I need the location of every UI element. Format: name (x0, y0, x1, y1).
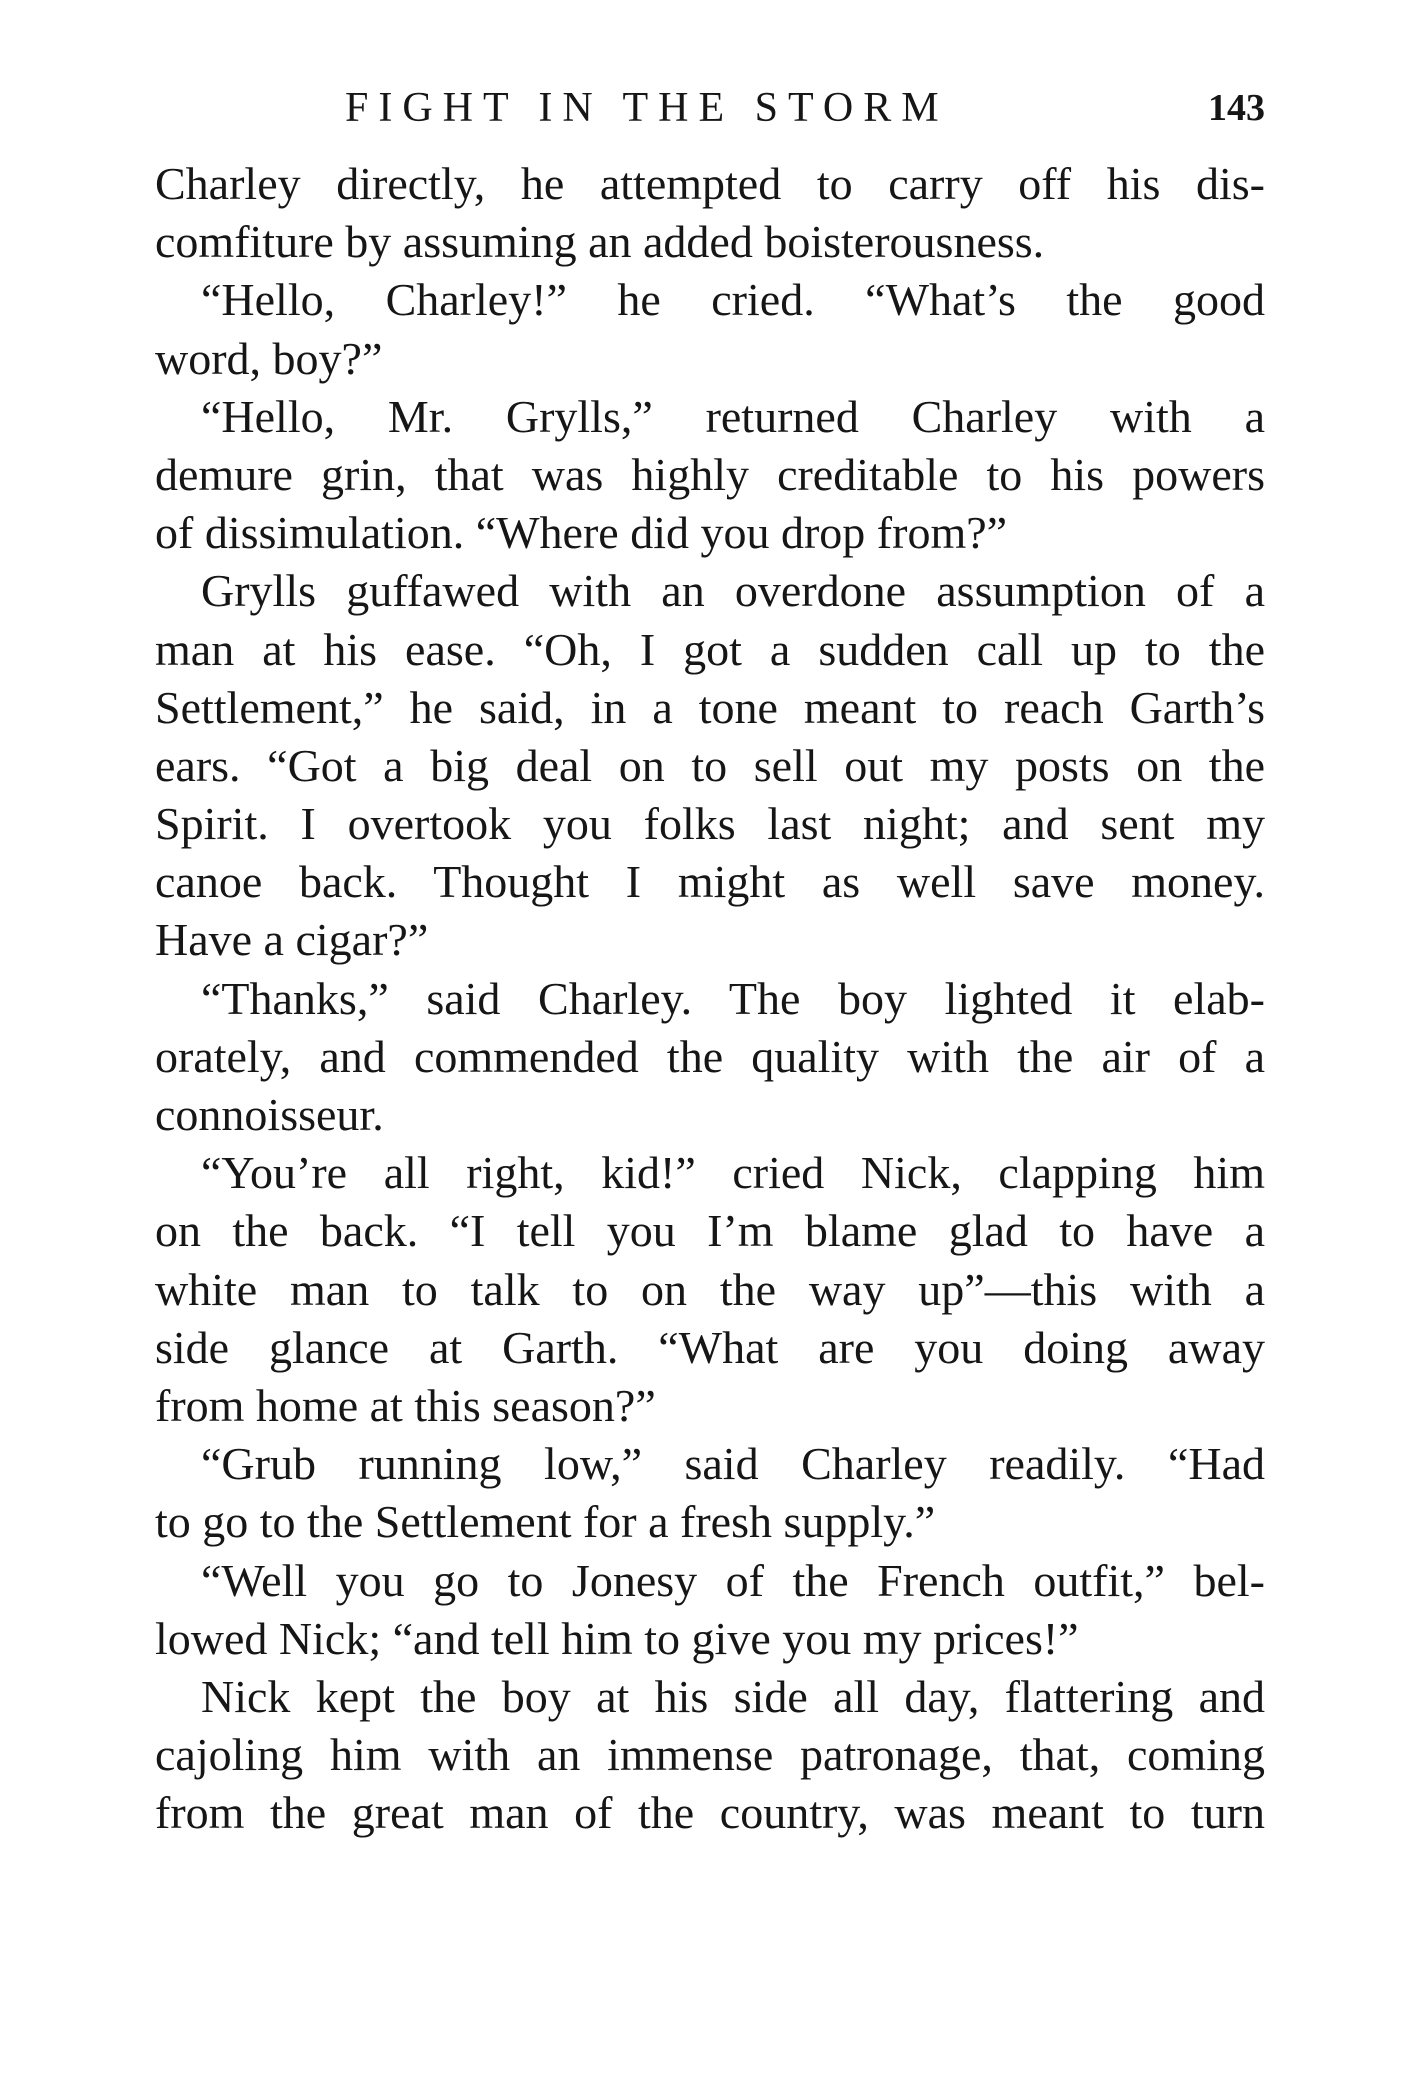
text-line: cajoling him with an immense patronage, that, coming (155, 1729, 1265, 1781)
text-line: “Well you go to Jonesy of the French outfit,” bel- (201, 1554, 1265, 1606)
text-line: Have a cigar?” (155, 914, 429, 966)
text-line: from home at this season?” (155, 1379, 656, 1431)
page-number: 143 (1208, 87, 1265, 129)
text-line: “Hello, Charley!” he cried. “What’s the good (201, 274, 1265, 326)
text-line: of dissimulation. “Where did you drop from?” (155, 507, 1008, 559)
text-line: “Thanks,” said Charley. The boy lighted it elab- (201, 972, 1265, 1024)
text-line: “Grub running low,” said Charley readily. “Had (201, 1438, 1265, 1490)
text-line: man at his ease. “Oh, I got a sudden call up to the (155, 623, 1265, 675)
text-line: ears. “Got a big deal on to sell out my posts on the (155, 739, 1265, 791)
body-text (155, 155, 1265, 1842)
text-line: Grylls guffawed with an overdone assumption of a (201, 565, 1265, 617)
text-line: to go to the Settlement for a fresh supply.” (155, 1496, 936, 1548)
text-line: connoisseur. (155, 1089, 384, 1140)
text-line: demure grin, that was highly creditable to his powers (155, 448, 1265, 500)
text-line: from the great man of the country, was meant to turn (155, 1787, 1265, 1839)
text-line: lowed Nick; “and tell him to give you my prices!” (155, 1612, 1079, 1664)
running-title: FIGHT IN THE STORM (345, 85, 949, 131)
running-head (155, 78, 1265, 138)
text-line: Charley directly, he attempted to carry off his dis- (155, 158, 1265, 209)
text-line: comfiture by assuming an added boisterousness. (155, 216, 1045, 268)
text-line: Nick kept the boy at his side all day, flattering and (201, 1670, 1265, 1722)
text-line: Spirit. I overtook you folks last night; and sent my (155, 798, 1265, 850)
text-line: white man to talk to on the way up”—this with a (155, 1263, 1265, 1315)
text-line: canoe back. Thought I might as well save money. (155, 856, 1265, 908)
text-line: side glance at Garth. “What are you doing away (155, 1321, 1265, 1373)
text-line: orately, and commended the quality with the air of a (155, 1030, 1265, 1082)
text-line: word, boy?” (155, 332, 383, 384)
text-line: “You’re all right, kid!” cried Nick, clapping him (201, 1147, 1265, 1199)
text-line: “Hello, Mr. Grylls,” returned Charley with a (201, 390, 1265, 442)
text-line: Settlement,” he said, in a tone meant to reach Garth’s (155, 681, 1265, 733)
text-line: on the back. “I tell you I’m blame glad to have a (155, 1205, 1265, 1257)
